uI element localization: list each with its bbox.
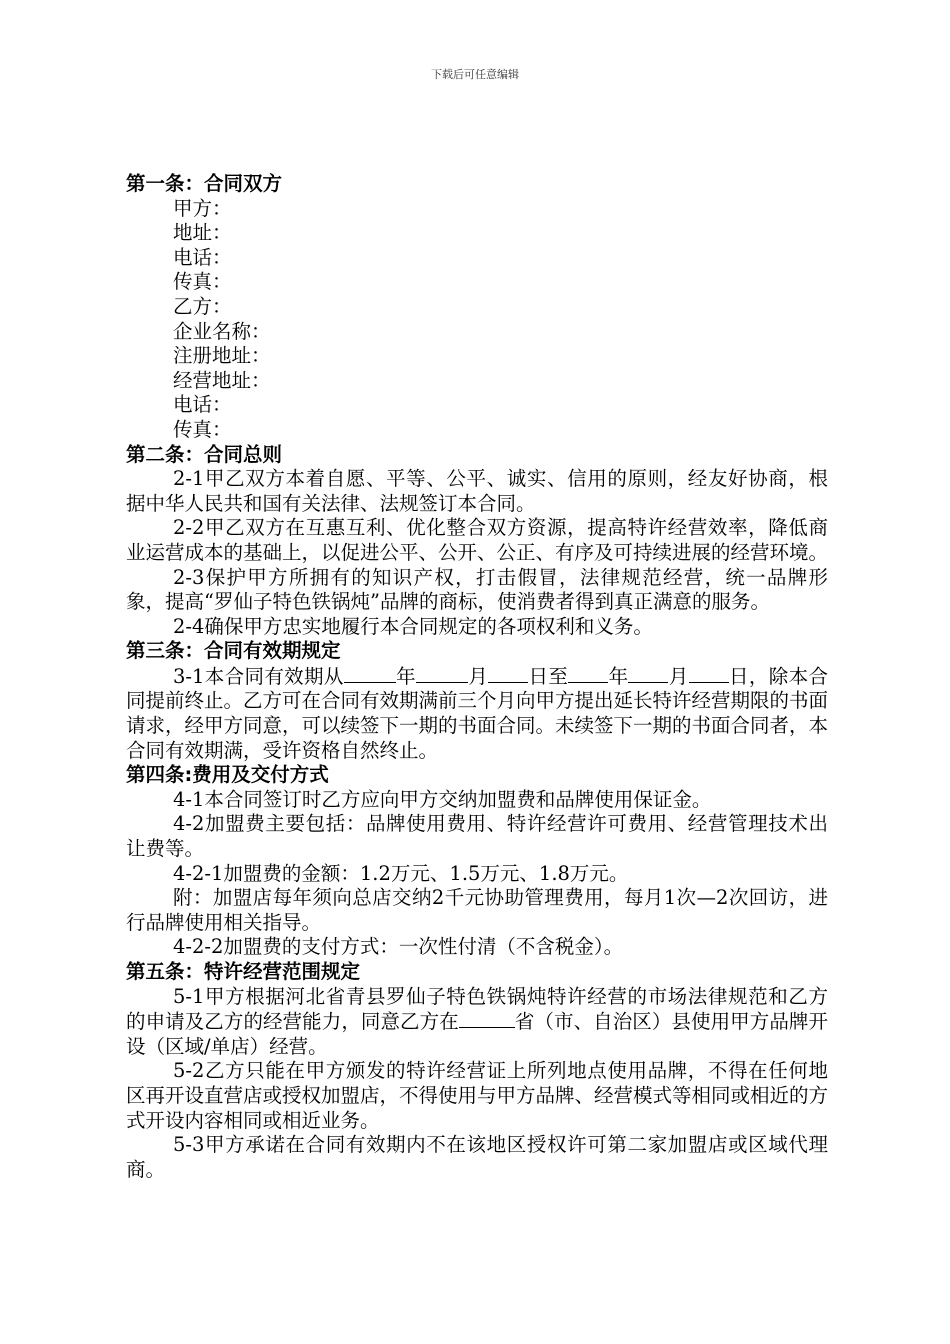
clause-4-2-2: 4-2-2加盟费的支付方式：一次性付清（不含税金）。 xyxy=(173,935,624,959)
clause-2-4: 2-4确保甲方忠实地履行本合同规定的各项权利和义务。 xyxy=(173,614,653,638)
field-company-name: 企业名称： xyxy=(173,319,271,343)
label-day-1: 日至 xyxy=(528,664,569,688)
clause-4-2: 4-2加盟费主要包括：品牌使用费用、特许经营许可费用、经营管理技术出让费等。 xyxy=(126,812,828,861)
label-month-1: 月 xyxy=(467,664,489,688)
label-day-2: 日， xyxy=(728,664,769,688)
field-address: 地址： xyxy=(173,221,232,245)
section-3-title: 第三条：合同有效期规定 xyxy=(126,639,341,663)
blank-province xyxy=(459,1009,515,1028)
field-party-a: 甲方： xyxy=(173,196,232,220)
label-year-2: 年 xyxy=(608,664,629,688)
clause-4-note: 附：加盟店每年须向总店交纳2千元协助管理费用，每月1次—2次回访，进行品牌使用相关指导。 xyxy=(126,886,828,934)
field-phone-b: 电话： xyxy=(173,393,232,417)
clause-2-2: 2-2甲乙双方在互惠互利、优化整合双方资源，提高特许经营效率，降低商业运营成本的基础上，以促进公平、公开、公正、有序及可持续进展的经营环境。 xyxy=(126,516,829,564)
clause-3-1 xyxy=(126,664,828,763)
blank-end-month xyxy=(628,664,668,683)
clause-3-1-rest: 除本合同提前终止。乙方可在合同有效期满前三个月向甲方提出延长特许经营期限的书面请求，经甲方同意，可以续签下一期的书面合同。未续签下一期的书面合同者，本合同有效期满，受许资格自然终止。 xyxy=(126,664,829,762)
clause-5-2: 5-2乙方只能在甲方颁发的特许经营证上所列地点使用品牌，不得在任何地区再开设直营店或授权加盟店，不得使用与甲方品牌、经营模式等相同或相近的方式开设内容相同或相近业务。 xyxy=(126,1059,829,1132)
clause-2-1: 2-1甲乙双方本着自愿、平等、公平、诚实、信用的原则，经友好协商，根据中华人民共和国有关法律、法规签订本合同。 xyxy=(126,467,828,515)
section-5-title: 第五条：特许经营范围规定 xyxy=(126,960,361,983)
field-business-address: 经营地址： xyxy=(173,368,271,392)
clause-4-2-1: 4-2-1加盟费的金额：1.2万元、1.5万元、1.8万元。 xyxy=(173,861,629,885)
clause-5-1-start: 5-1甲方根据河北省青县罗仙子特色铁锅炖特许经营的市场法律规范和乙方的申请及乙方的经营能力，同意乙方在 xyxy=(126,984,828,1034)
field-party-b: 乙方： xyxy=(173,294,232,318)
clause-5-1-rest: 省（市、自治区）县使用甲方品牌开设（区域/单店）经营。 xyxy=(126,1010,828,1058)
section-4-title: 第四条:费用及交付方式 xyxy=(126,763,329,787)
clause-5-3: 5-3甲方承诺在合同有效期内不在该地区授权许可第二家加盟店或区域代理商。 xyxy=(126,1133,828,1181)
contract-body xyxy=(126,172,828,1182)
clause-5-1 xyxy=(126,985,828,1060)
clause-3-1-start: 3-1本合同有效期从 xyxy=(173,664,344,688)
field-registered-address: 注册地址： xyxy=(173,344,271,368)
clause-4-1: 4-1本合同签订时乙方应向甲方交纳加盟费和品牌使用保证金。 xyxy=(173,787,712,811)
page-header: 下载后可任意编辑 xyxy=(431,68,519,81)
section-1-title: 第一条：合同双方 xyxy=(126,172,283,195)
field-fax-a: 传真： xyxy=(173,270,232,294)
field-phone-a: 电话： xyxy=(173,245,232,269)
field-fax-b: 传真： xyxy=(173,417,232,441)
blank-start-year xyxy=(344,664,396,683)
label-year-1: 年 xyxy=(395,664,416,688)
section-2-title: 第二条：合同总则 xyxy=(126,442,283,466)
blank-start-day xyxy=(488,664,528,683)
blank-end-day xyxy=(689,664,729,683)
label-month-2: 月 xyxy=(668,664,689,688)
blank-end-year xyxy=(568,664,608,683)
blank-start-month xyxy=(416,664,468,683)
clause-2-3: 2-3保护甲方所拥有的知识产权，打击假冒，法律规范经营，统一品牌形象，提高“罗仙子特色铁锅炖”品牌的商标，使消费者得到真正满意的服务。 xyxy=(126,565,828,614)
